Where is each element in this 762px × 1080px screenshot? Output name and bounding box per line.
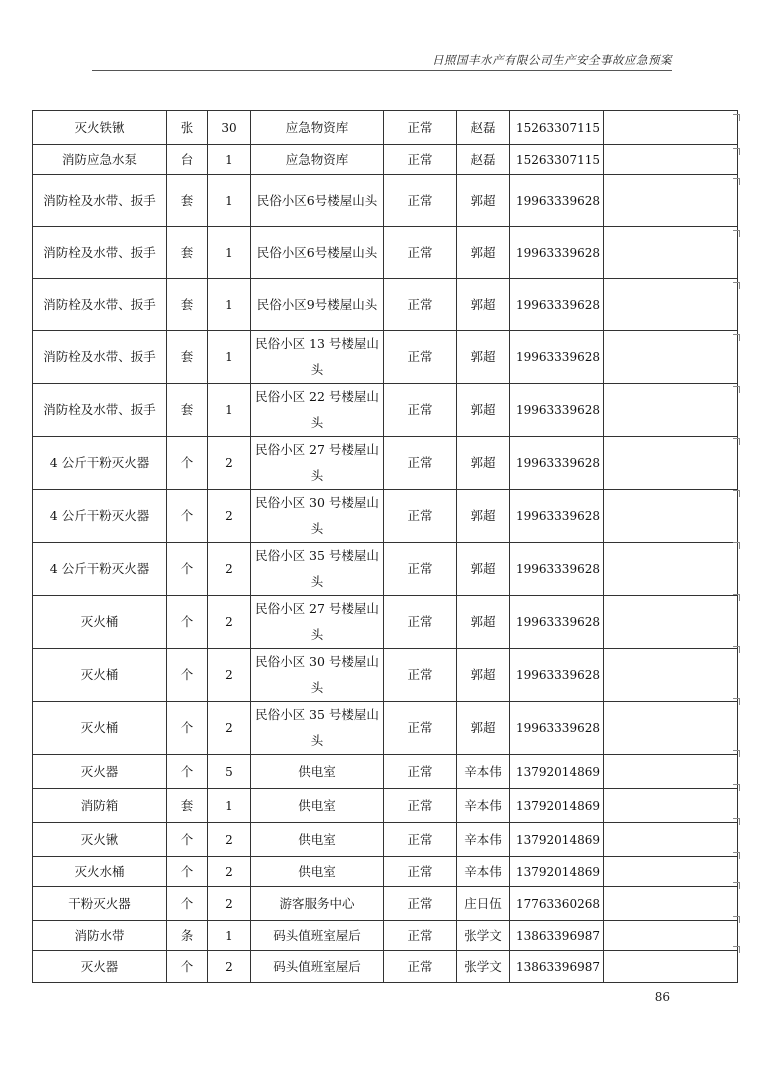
cell-remarks [603,111,737,145]
cell-phone: 19963339628 [510,227,604,279]
paragraph-mark [733,178,740,185]
header-rule [92,70,672,71]
cell-location: 民俗小区 30 号楼屋山头 [251,649,384,702]
cell-phone: 19963339628 [510,596,604,649]
cell-quantity: 1 [208,921,251,951]
cell-remarks [603,857,737,887]
cell-unit: 个 [167,490,208,543]
cell-phone: 19963339628 [510,490,604,543]
cell-status: 正常 [384,887,457,921]
table-row [33,649,738,702]
paragraph-mark [733,594,740,601]
cell-quantity: 1 [208,279,251,331]
cell-location: 应急物资库 [251,111,384,145]
cell-item-name: 灭火桶 [33,702,167,755]
paragraph-mark [733,750,740,757]
cell-item-name: 灭火器 [33,755,167,789]
cell-quantity: 1 [208,331,251,384]
cell-unit: 个 [167,951,208,983]
table-row [33,857,738,887]
cell-unit: 套 [167,175,208,227]
cell-item-name: 消防水带 [33,921,167,951]
cell-unit: 套 [167,279,208,331]
cell-contact-person: 郭超 [457,702,510,755]
cell-status: 正常 [384,921,457,951]
cell-contact-person: 赵磊 [457,111,510,145]
cell-phone: 19963339628 [510,437,604,490]
cell-contact-person: 郭超 [457,596,510,649]
table-row [33,702,738,755]
cell-contact-person: 辛本伟 [457,823,510,857]
cell-item-name: 消防栓及水带、扳手 [33,175,167,227]
cell-location: 民俗小区6号楼屋山头 [251,175,384,227]
page-header-title: 日照国丰水产有限公司生产安全事故应急预案 [432,53,672,67]
cell-remarks [603,437,737,490]
cell-contact-person: 郭超 [457,384,510,437]
cell-remarks [603,823,737,857]
cell-phone: 15263307115 [510,145,604,175]
paragraph-mark [733,916,740,923]
cell-phone: 13863396987 [510,921,604,951]
paragraph-mark [733,114,740,121]
cell-contact-person: 郭超 [457,437,510,490]
cell-unit: 条 [167,921,208,951]
cell-remarks [603,145,737,175]
cell-status: 正常 [384,175,457,227]
cell-remarks [603,702,737,755]
table-row [33,490,738,543]
cell-status: 正常 [384,490,457,543]
cell-item-name: 消防箱 [33,789,167,823]
cell-phone: 13792014869 [510,755,604,789]
cell-quantity: 1 [208,384,251,437]
cell-quantity: 2 [208,857,251,887]
table-row [33,951,738,983]
table-row [33,227,738,279]
cell-phone: 13792014869 [510,789,604,823]
cell-contact-person: 郭超 [457,227,510,279]
cell-location: 供电室 [251,857,384,887]
cell-contact-person: 郭超 [457,649,510,702]
cell-contact-person: 郭超 [457,279,510,331]
cell-unit: 个 [167,823,208,857]
cell-remarks [603,951,737,983]
cell-contact-person: 郭超 [457,331,510,384]
cell-quantity: 2 [208,702,251,755]
cell-status: 正常 [384,111,457,145]
cell-contact-person: 辛本伟 [457,857,510,887]
cell-phone: 19963339628 [510,331,604,384]
table-row [33,145,738,175]
table-row [33,789,738,823]
cell-unit: 个 [167,649,208,702]
cell-location: 供电室 [251,789,384,823]
table-row [33,596,738,649]
equipment-table [32,110,738,983]
cell-item-name: 消防应急水泵 [33,145,167,175]
cell-status: 正常 [384,823,457,857]
cell-unit: 套 [167,227,208,279]
cell-phone: 13792014869 [510,823,604,857]
cell-remarks [603,384,737,437]
cell-location: 民俗小区 22 号楼屋山头 [251,384,384,437]
cell-phone: 15263307115 [510,111,604,145]
cell-status: 正常 [384,384,457,437]
cell-quantity: 2 [208,951,251,983]
cell-location: 应急物资库 [251,145,384,175]
cell-unit: 个 [167,887,208,921]
cell-location: 民俗小区 30 号楼屋山头 [251,490,384,543]
page-number: 86 [654,990,670,1004]
cell-item-name: 4 公斤干粉灭火器 [33,437,167,490]
cell-item-name: 消防栓及水带、扳手 [33,384,167,437]
cell-location: 民俗小区 27 号楼屋山头 [251,437,384,490]
paragraph-mark [733,784,740,791]
cell-phone: 17763360268 [510,887,604,921]
cell-status: 正常 [384,755,457,789]
table-row [33,921,738,951]
paragraph-mark [733,852,740,859]
cell-remarks [603,649,737,702]
cell-remarks [603,789,737,823]
cell-contact-person: 郭超 [457,543,510,596]
cell-phone: 13863396987 [510,951,604,983]
cell-remarks [603,279,737,331]
cell-quantity: 2 [208,543,251,596]
table-row [33,543,738,596]
cell-location: 码头值班室屋后 [251,921,384,951]
cell-status: 正常 [384,649,457,702]
cell-location: 民俗小区 35 号楼屋山头 [251,702,384,755]
cell-quantity: 2 [208,649,251,702]
cell-status: 正常 [384,596,457,649]
cell-unit: 套 [167,331,208,384]
cell-item-name: 消防栓及水带、扳手 [33,331,167,384]
cell-quantity: 2 [208,823,251,857]
cell-quantity: 2 [208,596,251,649]
cell-contact-person: 郭超 [457,175,510,227]
cell-unit: 套 [167,384,208,437]
table-row [33,331,738,384]
table-row [33,887,738,921]
table-row [33,823,738,857]
cell-item-name: 灭火水桶 [33,857,167,887]
table-row [33,111,738,145]
cell-contact-person: 郭超 [457,490,510,543]
cell-location: 供电室 [251,755,384,789]
cell-quantity: 1 [208,227,251,279]
cell-phone: 19963339628 [510,384,604,437]
cell-item-name: 灭火桶 [33,649,167,702]
cell-status: 正常 [384,437,457,490]
paragraph-mark [733,386,740,393]
cell-contact-person: 辛本伟 [457,789,510,823]
cell-quantity: 2 [208,437,251,490]
cell-remarks [603,543,737,596]
table-row [33,755,738,789]
cell-quantity: 2 [208,887,251,921]
cell-location: 民俗小区 35 号楼屋山头 [251,543,384,596]
cell-location: 民俗小区9号楼屋山头 [251,279,384,331]
paragraph-mark [733,334,740,341]
cell-remarks [603,331,737,384]
cell-contact-person: 赵磊 [457,145,510,175]
paragraph-mark [733,542,740,549]
paragraph-mark [733,698,740,705]
cell-remarks [603,887,737,921]
cell-status: 正常 [384,279,457,331]
cell-unit: 个 [167,755,208,789]
cell-location: 码头值班室屋后 [251,951,384,983]
cell-item-name: 4 公斤干粉灭火器 [33,490,167,543]
cell-status: 正常 [384,145,457,175]
cell-contact-person: 辛本伟 [457,755,510,789]
cell-status: 正常 [384,789,457,823]
paragraph-mark [733,230,740,237]
cell-item-name: 消防栓及水带、扳手 [33,227,167,279]
cell-unit: 台 [167,145,208,175]
cell-status: 正常 [384,702,457,755]
cell-unit: 个 [167,437,208,490]
cell-remarks [603,490,737,543]
cell-quantity: 30 [208,111,251,145]
table-row [33,437,738,490]
cell-quantity: 5 [208,755,251,789]
cell-phone: 19963339628 [510,702,604,755]
cell-status: 正常 [384,543,457,596]
paragraph-mark [733,490,740,497]
cell-remarks [603,755,737,789]
table-row [33,175,738,227]
paragraph-mark [733,882,740,889]
cell-unit: 张 [167,111,208,145]
table-row [33,384,738,437]
cell-location: 供电室 [251,823,384,857]
cell-unit: 个 [167,857,208,887]
cell-phone: 13792014869 [510,857,604,887]
cell-remarks [603,921,737,951]
cell-item-name: 灭火锹 [33,823,167,857]
cell-item-name: 4 公斤干粉灭火器 [33,543,167,596]
cell-phone: 19963339628 [510,175,604,227]
cell-location: 游客服务中心 [251,887,384,921]
cell-quantity: 1 [208,145,251,175]
cell-phone: 19963339628 [510,649,604,702]
cell-contact-person: 张学文 [457,921,510,951]
cell-unit: 套 [167,789,208,823]
cell-quantity: 2 [208,490,251,543]
paragraph-mark [733,646,740,653]
cell-phone: 19963339628 [510,543,604,596]
cell-remarks [603,596,737,649]
cell-quantity: 1 [208,175,251,227]
cell-remarks [603,175,737,227]
cell-item-name: 灭火桶 [33,596,167,649]
cell-item-name: 干粉灭火器 [33,887,167,921]
paragraph-mark [733,946,740,953]
cell-item-name: 消防栓及水带、扳手 [33,279,167,331]
cell-item-name: 灭火器 [33,951,167,983]
cell-unit: 个 [167,702,208,755]
cell-status: 正常 [384,331,457,384]
cell-status: 正常 [384,857,457,887]
cell-location: 民俗小区 13 号楼屋山头 [251,331,384,384]
cell-quantity: 1 [208,789,251,823]
paragraph-mark [733,818,740,825]
cell-status: 正常 [384,227,457,279]
cell-contact-person: 张学文 [457,951,510,983]
table-row [33,279,738,331]
paragraph-mark [733,438,740,445]
cell-location: 民俗小区6号楼屋山头 [251,227,384,279]
cell-status: 正常 [384,951,457,983]
cell-contact-person: 庄日伍 [457,887,510,921]
cell-unit: 个 [167,596,208,649]
cell-item-name: 灭火铁锹 [33,111,167,145]
paragraph-mark [733,282,740,289]
cell-remarks [603,227,737,279]
paragraph-mark [733,148,740,155]
cell-location: 民俗小区 27 号楼屋山头 [251,596,384,649]
cell-unit: 个 [167,543,208,596]
cell-phone: 19963339628 [510,279,604,331]
